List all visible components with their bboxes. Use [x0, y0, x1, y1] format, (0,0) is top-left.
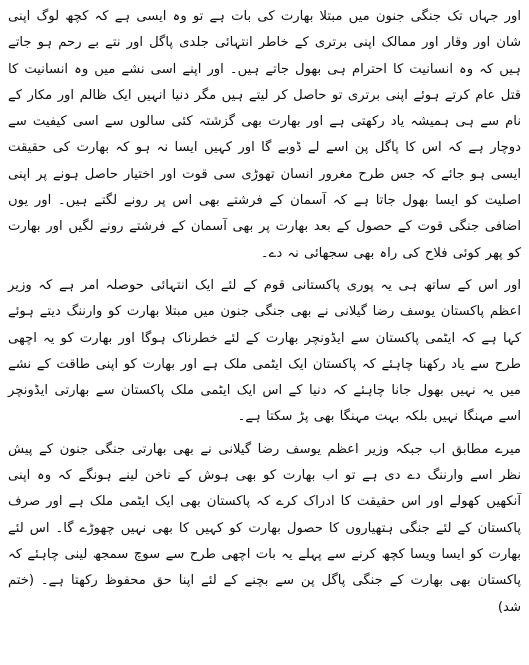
article-paragraph-1: اور جہاں تک جنگی جنون میں مبتلا بھارت کی بات ہے تو وہ ایسی ہے کہ کچھ لوگ اپنی شان اور وقار اور ممالک اپنی برتری کے خاطر انتہائی جلدی پاگل اور نتے بے رحم ہو جاتے ہیں کہ وہ انسانیت کا احترام ہی بھول جاتے ہیں۔ اور اپنے اسی نشے میں وہ انسانیت کا قتل عام کرتے ہوئے اپنی برتری تو حاصل کر لیتے ہیں مگر دنیا انہیں ایک ظالم اور مکار کے نام سے ہی ہمیشہ یاد رکھتی ہے اور بھارت بھی گزشتہ کئی سالوں سے اسی کیفیت سے دوچار ہے کہ اس کا پاگل پن اسے لے ڈوبے گا اور کہیں ایسا نہ ہو کہ بھارت کی حقیقت ایسی ہو جائے کہ جس طرح مغرور انسان تھوڑی سی قوت اور اختیار حاصل ہونے پر اپنی اصلیت کو ایسا بھول جاتا ہے کہ آسمان کے فرشتے بھی اس پر رونے لگتے ہیں۔ اور یوں اضافی جنگی قوت کے حصول کے بعد بھارت پر بھی آسمان کے فرشتے رونے لگیں اور بھارت کو پھر کوئی فلاح کی راہ بھی سجھائی نہ دے۔ — [8, 9, 521, 261]
article-paragraph-3: میرے مطابق اب جبکہ وزیر اعظم یوسف رضا گیلانی نے بھی بھارتی جنگی جنون کے پیش نظر اسے وارننگ دے دی ہے تو اب بھارت کو بھی ہوش کے ناخن لینے ہونگے کہ وہ اپنی آنکھیں کھولے اور اس حقیقت کا ادراک کرے کہ پاکستان بھی ایک ایٹمی ملک ہے اور صرف پاکستان کے لئے جنگی ہتھیاروں کا حصول بھارت کو کہیں کا بھی نہیں چھوڑے گا۔ اس لئے بھارت کو ایسا ویسا کچھ کرنے سے پہلے یہ بات اچھی طرح سے سوچ سمجھ لینی چاہئے کہ پاکستان بھی بھارت کے جنگی پاگل پن سے بچنے کے لئے اپنا حق محفوظ رکھتا ہے۔ (ختم شد) — [8, 441, 521, 615]
article-paragraph-2: اور اس کے ساتھ ہی یہ پوری پاکستانی قوم کے لئے ایک انتہائی حوصلہ امر ہے کہ وزیر اعظم پاکستان یوسف رضا گیلانی نے بھی جنگی جنون میں مبتلا بھارت کو وارننگ دیتے ہوئے کہا ہے کہ ایٹمی پاکستان سے ایڈونچر بھارت کے لئے خطرناک ہوگا اور بھارت کو یہ اچھی طرح سے یاد رکھنا چاہئے کہ پاکستان ایک ایٹمی ملک ہے اور بھارت کو اپنی طاقت کے نشے میں یہ نہیں بھول جانا چاہئے کہ دنیا کے اس ایک ایٹمی ملک پاکستان سے بھارتی ایڈونچر اسے مہنگا نہیں بلکہ بہت مہنگا بھی پڑ سکتا ہے۔ — [8, 277, 521, 425]
